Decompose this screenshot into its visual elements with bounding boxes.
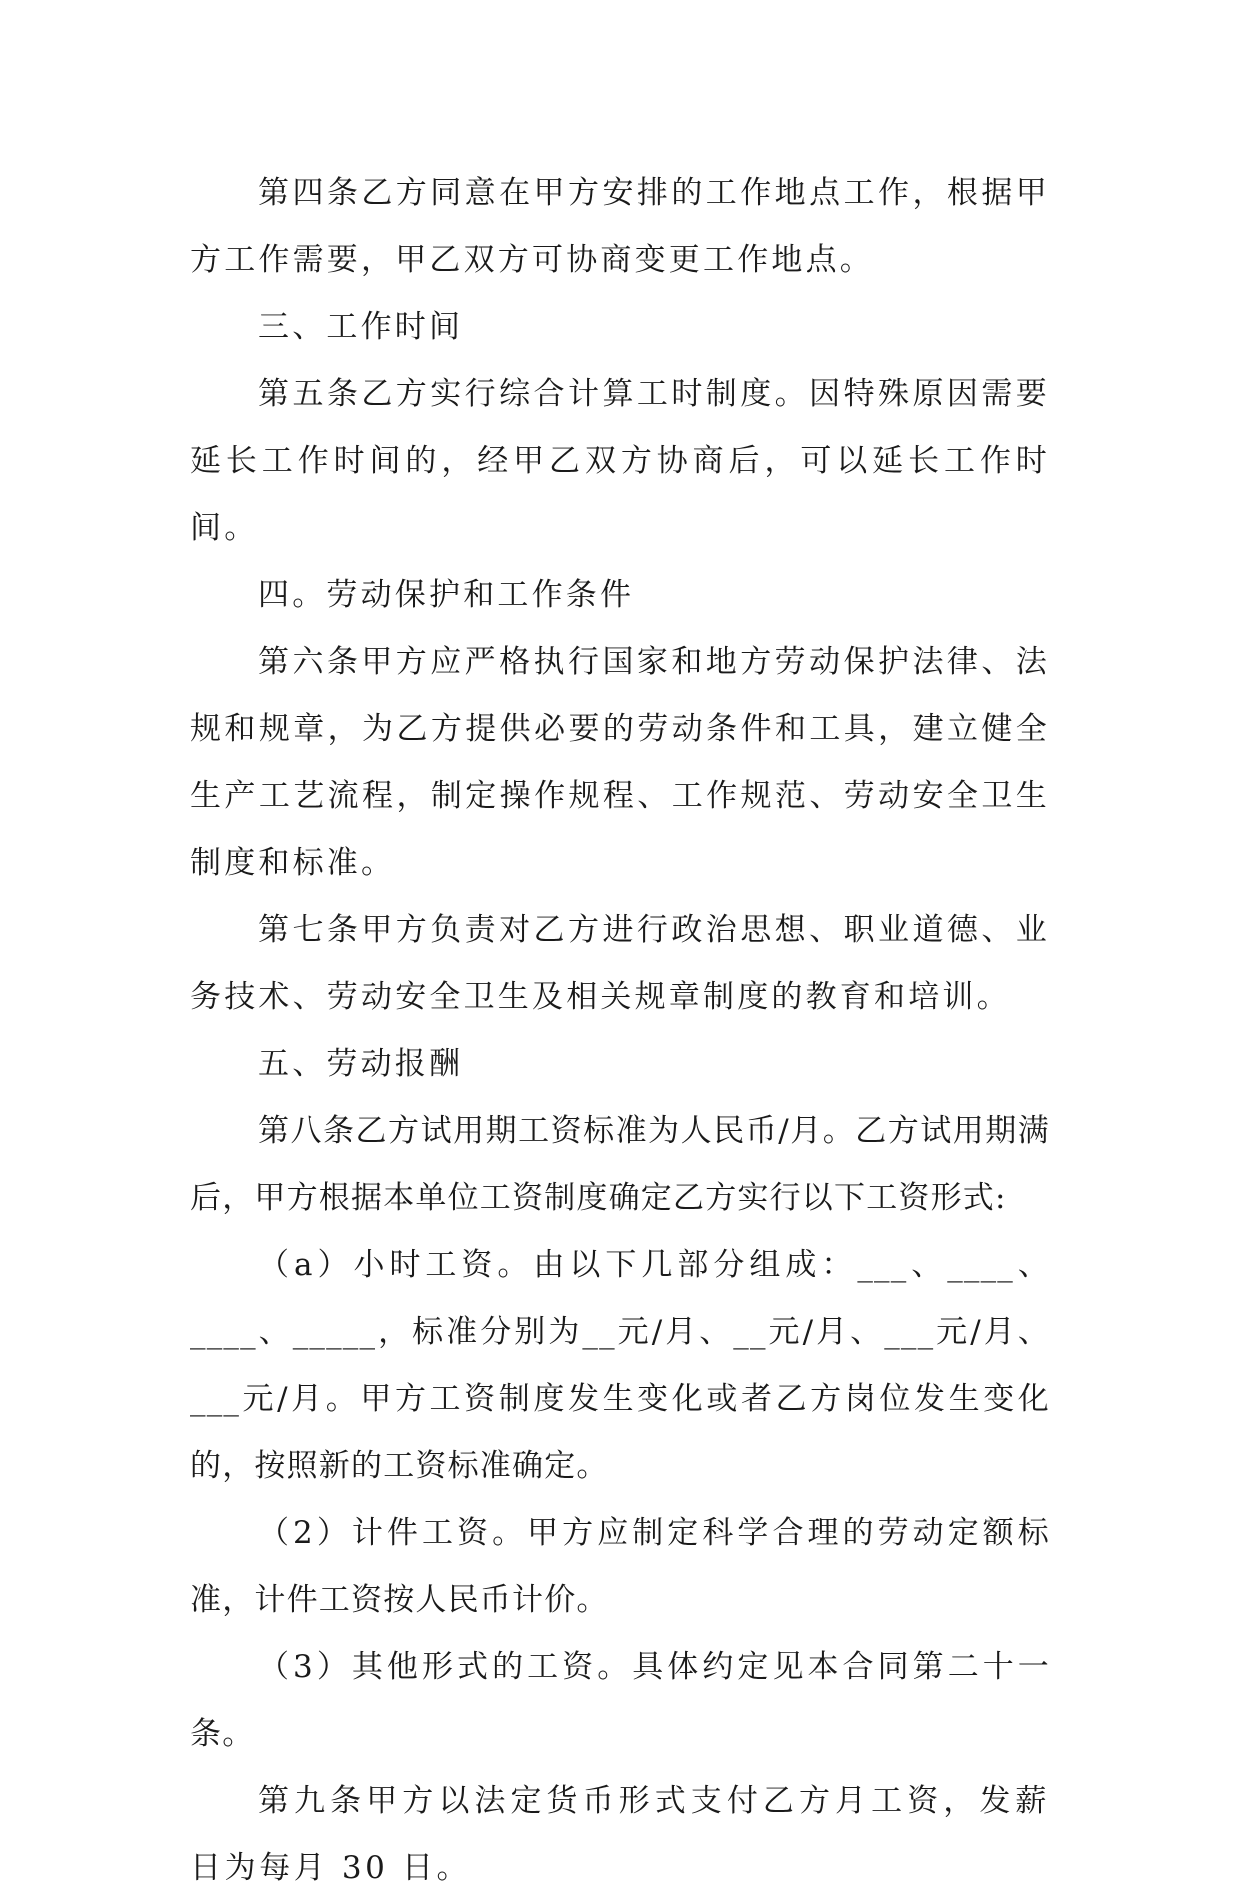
section-heading-remuneration: 五、劳动报酬 [258, 1046, 464, 1082]
paragraph-article-9: 第九条甲方以法定货币形式支付乙方月工资，发薪日为每月 30 日。 [190, 1783, 1050, 1886]
section-heading-work-time: 三、工作时间 [258, 309, 464, 345]
paragraph-article-8: 第八条乙方试用期工资标准为人民币/月。乙方试用期满后，甲方根据本单位工资制度确定乙方实行以下工资形式: [190, 1113, 1050, 1216]
paragraph-article-7: 第七条甲方负责对乙方进行政治思想、职业道德、业务技术、劳动安全卫生及相关规章制度的教育和培训。 [190, 912, 1050, 1015]
section-heading-labor-protection: 四。劳动保护和工作条件 [258, 577, 635, 613]
paragraph-article-4: 第四条乙方同意在甲方安排的工作地点工作，根据甲方工作需要，甲乙双方可协商变更工作地点。 [190, 175, 1050, 278]
paragraph-article-5: 第五条乙方实行综合计算工时制度。因特殊原因需要延长工作时间的，经甲乙双方协商后，可以延长工作时间。 [190, 376, 1050, 546]
paragraph-other-wage: （3）其他形式的工资。具体约定见本合同第二十一条。 [190, 1649, 1050, 1752]
paragraph-hourly-wage: （a）小时工资。由以下几部分组成：___、____、____、_____，标准分别为__元/月、__元/月、___元/月、___元/月。甲方工资制度发生变化或者乙方岗位发生变化的，按照新的工资标准确定。 [190, 1247, 1050, 1484]
paragraph-article-6: 第六条甲方应严格执行国家和地方劳动保护法律、法规和规章，为乙方提供必要的劳动条件和工具，建立健全生产工艺流程，制定操作规程、工作规范、劳动安全卫生制度和标准。 [190, 644, 1050, 881]
document-page [190, 160, 1050, 1902]
paragraph-piece-wage: （2）计件工资。甲方应制定科学合理的劳动定额标准，计件工资按人民币计价。 [190, 1515, 1050, 1618]
